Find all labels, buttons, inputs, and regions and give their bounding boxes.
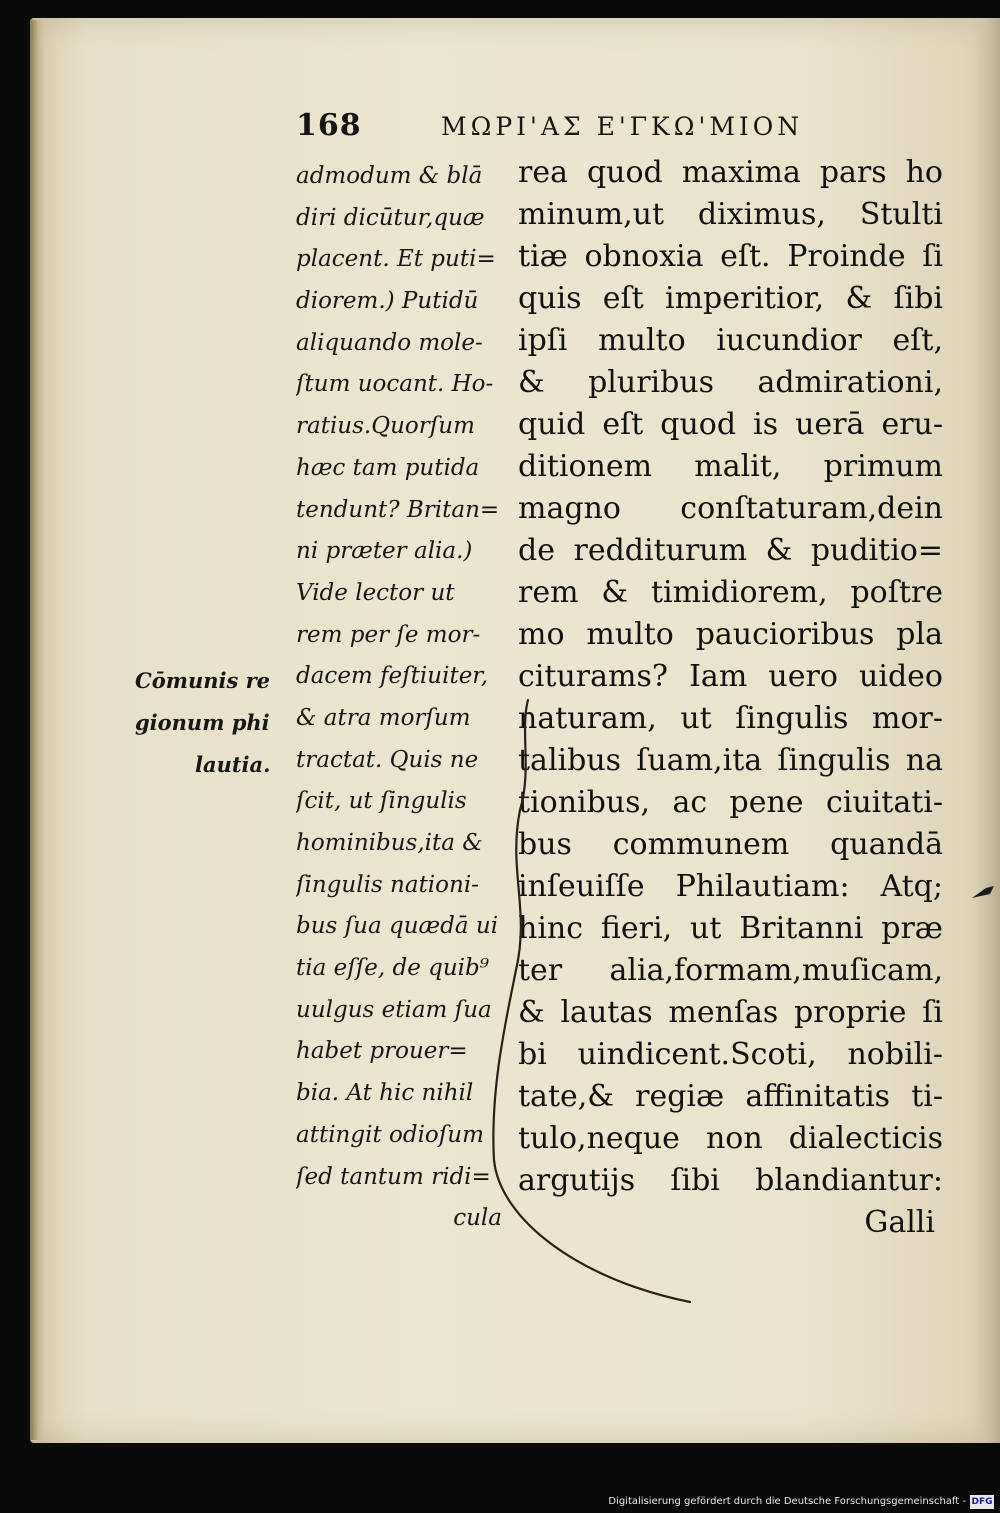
margin-note [135, 660, 295, 786]
handwritten-bracket-stroke [460, 690, 720, 1310]
page-header [296, 108, 856, 148]
text-line: bi uindicent.Scoti, nobili- [518, 1037, 943, 1072]
ink-mark-icon [968, 880, 998, 910]
text-line: ipſi multo iucundior eſt, [518, 323, 943, 358]
gloss-line: ſingulis nationi- [296, 871, 479, 898]
gloss-line: dacem feſtiuiter, [296, 663, 489, 690]
gloss-line: hominibus,ita & [296, 830, 483, 856]
text-line: tate,& regiæ affinitatis ti- [518, 1079, 943, 1114]
text-line: tulo,neque non dialecticis [518, 1121, 943, 1156]
gloss-line: bia. At hic nihil [296, 1080, 474, 1107]
page-fore-edge [975, 18, 1000, 1443]
gloss-line: cula [453, 1205, 502, 1232]
gloss-line: diorem.) Putidū [296, 288, 479, 315]
text-line: minum,ut diximus, Stulti [518, 197, 943, 232]
text-line: rea quod maxima pars ho [518, 155, 943, 190]
text-line: quid eſt quod is uerā eru- [518, 407, 943, 442]
gloss-line: ſed tantum ridi= [296, 1163, 491, 1190]
text-line: magno conſtaturam,dein [518, 491, 943, 526]
gloss-line: habet prouer= [296, 1038, 468, 1065]
gloss-line: ſtum uocant. Ho- [296, 371, 494, 398]
margin-note-line: gionum phi [135, 710, 270, 735]
gloss-line: tia eſſe, de quib⁹ [296, 955, 489, 982]
text-line: argutijs ſibi blandiantur: [518, 1163, 943, 1198]
gloss-line: attingit odioſum [296, 1121, 484, 1148]
gloss-line: tendunt? Britan= [296, 496, 500, 523]
gloss-line: ſcit, ut ſingulis [296, 788, 467, 815]
page-gutter-shadow [30, 20, 44, 1440]
gloss-line: placent. Et puti= [296, 246, 496, 273]
text-line: citurams? Iam uero uideo [518, 659, 943, 694]
text-line: tiæ obnoxia eſt. Proinde ſi [518, 239, 943, 274]
text-line: hinc fieri, ut Britanni præ [518, 911, 943, 946]
text-line: ditionem malit, primum [518, 449, 943, 484]
gloss-line: bus ſua quædā ui [296, 913, 499, 940]
dfg-logo: DFG [971, 1497, 993, 1507]
text-line: de redditurum & puditio= [518, 533, 943, 568]
text-line: & pluribus admirationi, [518, 365, 943, 400]
gloss-line: Vide lector ut [296, 579, 455, 606]
page-number: 168 [296, 108, 362, 143]
catchword: Galli [864, 1205, 935, 1240]
text-line: tionibus, ac pene ciuitati- [518, 785, 943, 820]
digitization-credit: Digitalisierung gefördert durch die Deutsche Forschungsgemeinschaft - [608, 1496, 966, 1507]
text-line: talibus ſuam,ita ſingulis na [518, 743, 943, 778]
text-line: naturam, ut ſingulis mor- [518, 701, 943, 736]
text-line: rem & timidiorem, poſtre [518, 575, 943, 610]
gloss-line: aliquando mole- [296, 329, 483, 356]
gloss-line: hæc tam putida [296, 454, 480, 481]
text-line: ter alia,formam,muſicam, [518, 953, 943, 988]
text-line: mo multo paucioribus pla [518, 617, 943, 652]
text-line: bus communem quandā [518, 827, 943, 862]
running-title: ΜΩΡΙ'ΑΣ Ε'ΓΚΩ'ΜΙΟΝ [441, 112, 804, 141]
text-line: inſeuiſſe Philautiam: Atq; [518, 869, 943, 904]
gloss-line: diri dicūtur,quæ [296, 204, 485, 231]
margin-note-line: Cōmunis re [135, 668, 271, 693]
gloss-line: ni præter alia.) [296, 538, 473, 565]
gloss-line: admodum & blā [296, 163, 483, 189]
margin-note-line: lautia. [195, 752, 271, 777]
text-line: & lautas menſas proprie ſi [518, 995, 943, 1030]
gloss-line: ratius.Quorſum [296, 413, 475, 440]
gloss-line: rem per ſe mor- [296, 621, 481, 648]
gloss-line: uulgus etiam ſua [296, 996, 492, 1023]
gloss-line: tractat. Quis ne [296, 746, 479, 773]
gloss-line: & atra morſum [296, 704, 471, 731]
text-line: quis eſt imperitior, & ſibi [518, 281, 943, 316]
